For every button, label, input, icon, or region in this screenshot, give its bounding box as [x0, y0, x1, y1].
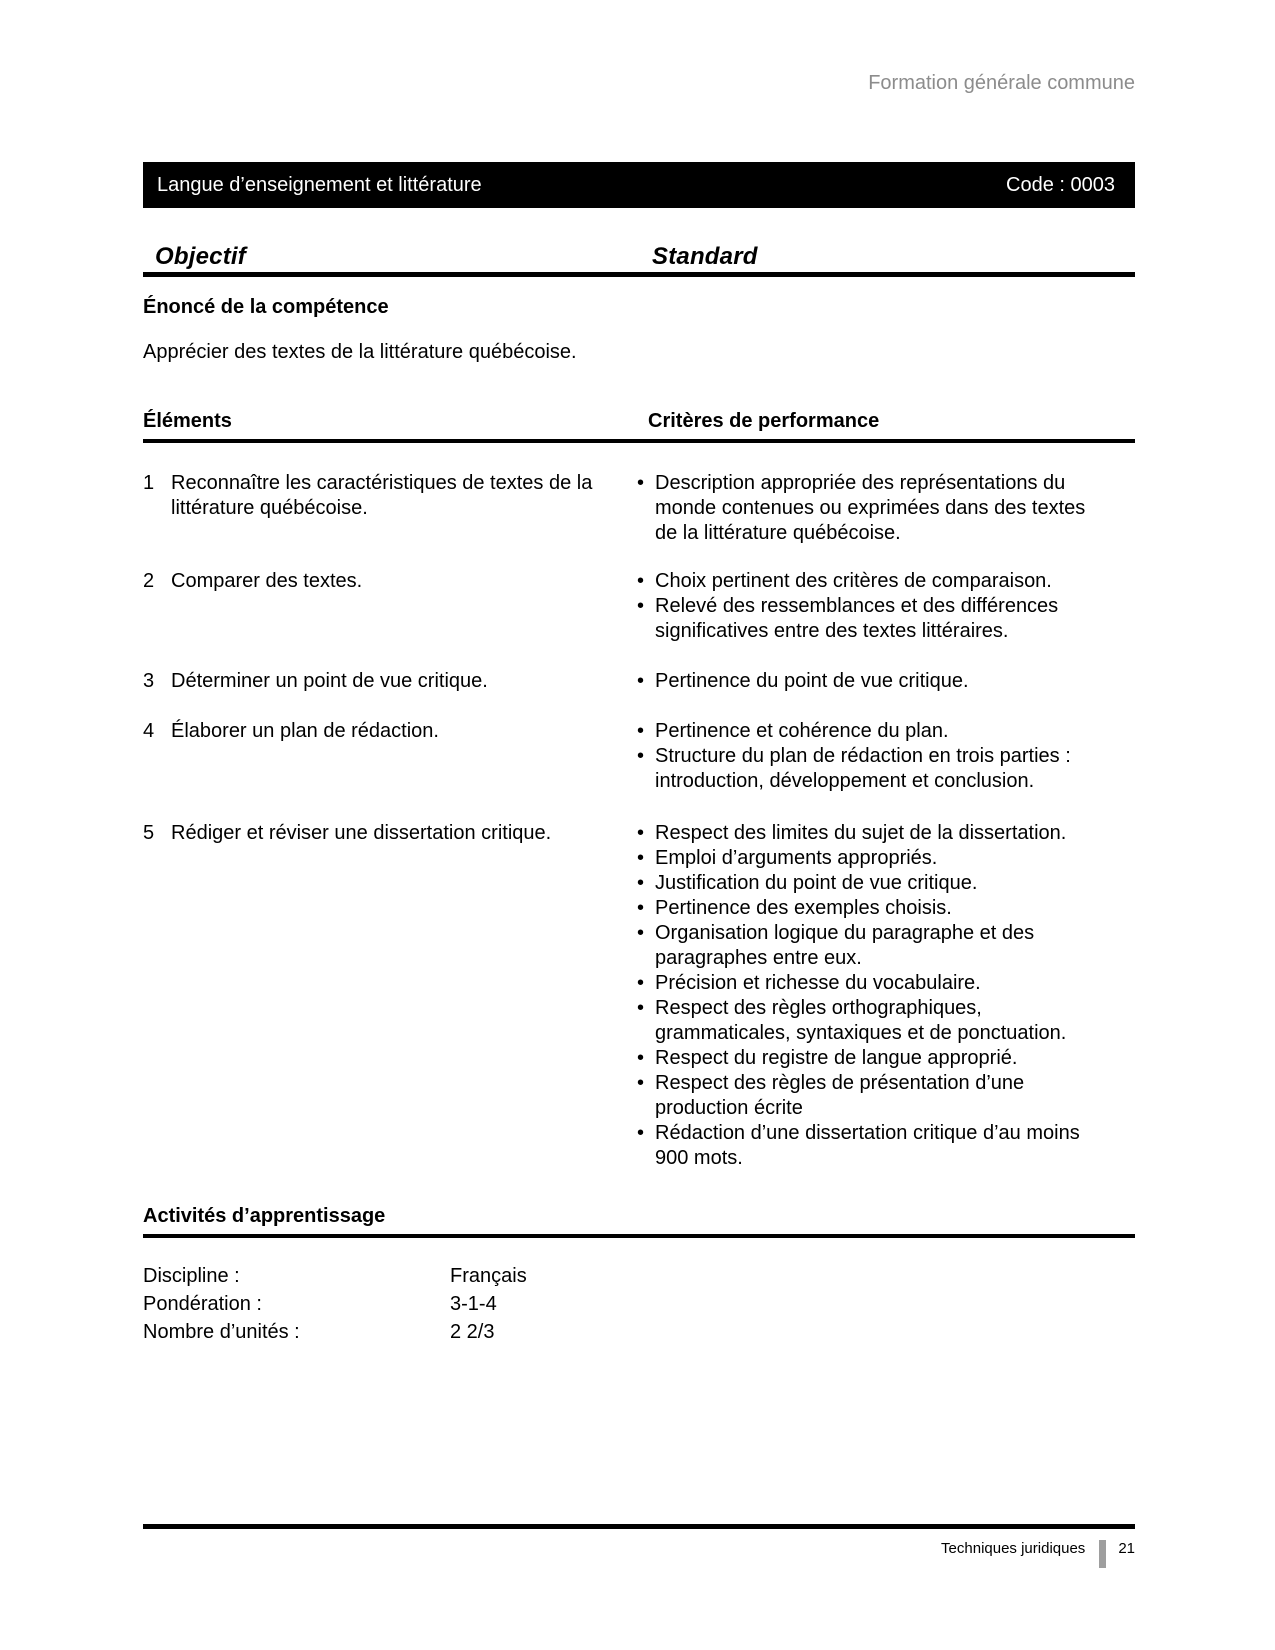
objectif-heading: Objectif [155, 243, 246, 270]
criteria-item: • Pertinence des exemples choisis. [635, 896, 1095, 921]
field-row [143, 1318, 1135, 1346]
element-number: 4 [143, 720, 155, 742]
criteria-item: • Respect du registre de langue approprié. [635, 1046, 1095, 1071]
table-row [143, 719, 1135, 794]
standard-heading: Standard [652, 243, 758, 270]
criteria-list [635, 669, 1095, 694]
criteria-list [635, 471, 1095, 546]
criteria-list [635, 821, 1095, 1171]
criteria-item: • Rédaction d’une dissertation critique d’au moins 900 mots. [635, 1121, 1095, 1171]
elements-header: Éléments [143, 410, 232, 432]
criteria-item: • Choix pertinent des critères de comparaison. [635, 569, 1095, 594]
banner-code: Code : 0003 [1006, 173, 1115, 196]
element-number: 1 [143, 472, 155, 494]
criteria-item: • Respect des limites du sujet de la dissertation. [635, 821, 1095, 846]
activities-heading: Activités d’apprentissage [143, 1204, 1135, 1238]
field-label: Pondération : [143, 1293, 262, 1315]
objectif-standard-header [143, 242, 1135, 277]
field-row [143, 1290, 1135, 1318]
criteria-item: • Justification du point de vue critique. [635, 871, 1095, 896]
page-number: 21 [1118, 1540, 1135, 1557]
criteria-item: • Respect des règles de présentation d’une production écrite [635, 1071, 1095, 1121]
element-number: 3 [143, 670, 155, 692]
criteria-list [635, 719, 1095, 794]
element-text: Rédiger et réviser une dissertation critique. [171, 822, 552, 844]
criteria-item: • Organisation logique du paragraphe et des paragraphes entre eux. [635, 921, 1095, 971]
competence-heading: Énoncé de la compétence [143, 296, 389, 318]
element-text: Comparer des textes. [171, 570, 363, 592]
table-row [143, 669, 1135, 694]
field-value: 2 2/3 [450, 1321, 495, 1343]
field-label: Nombre d’unités : [143, 1321, 300, 1343]
table-row [143, 569, 1135, 644]
criteria-item: • Précision et richesse du vocabulaire. [635, 971, 1095, 996]
criteria-item: • Relevé des ressemblances et des différences significatives entre des textes littéraires. [635, 594, 1095, 644]
criteria-item: • Structure du plan de rédaction en trois parties : introduction, développement et conclusion. [635, 744, 1095, 794]
criteria-list [635, 569, 1095, 644]
table-row [143, 821, 1135, 1171]
criteria-item: • Emploi d’arguments appropriés. [635, 846, 1095, 871]
element-number: 5 [143, 822, 155, 844]
element-text: Élaborer un plan de rédaction. [171, 720, 439, 742]
element-text: Reconnaître les caractéristiques de textes de la littérature québécoise. [171, 472, 593, 519]
banner-title: Langue d’enseignement et littérature [157, 173, 482, 196]
page-footer [143, 1524, 1135, 1568]
field-row [143, 1262, 1135, 1290]
page-number-marker [1099, 1540, 1106, 1568]
page-content [143, 0, 1135, 1346]
element-text: Déterminer un point de vue critique. [171, 670, 488, 692]
footer-program: Techniques juridiques [941, 1540, 1086, 1557]
competence-statement: Apprécier des textes de la littérature québécoise. [143, 341, 577, 363]
criteria-item: • Pertinence et cohérence du plan. [635, 719, 1095, 744]
activities-fields [143, 1262, 1135, 1346]
running-header-label: Formation générale commune [868, 72, 1135, 94]
footer-rule [143, 1524, 1135, 1529]
criteria-item: • Respect des règles orthographiques, grammaticales, syntaxiques et de ponctuation. [635, 996, 1095, 1046]
field-value: Français [450, 1265, 527, 1287]
table-row [143, 471, 1135, 546]
table-header-row [143, 409, 1135, 443]
element-number: 2 [143, 570, 155, 592]
running-header [143, 70, 1135, 96]
course-banner [143, 162, 1135, 208]
criteria-item: • Pertinence du point de vue critique. [635, 669, 1095, 694]
field-value: 3-1-4 [450, 1293, 497, 1315]
criteria-item: • Description appropriée des représentations du monde contenues ou exprimées dans des textes de la littérature québécoise. [635, 471, 1095, 546]
field-label: Discipline : [143, 1265, 240, 1287]
criteres-header: Critères de performance [648, 410, 880, 432]
